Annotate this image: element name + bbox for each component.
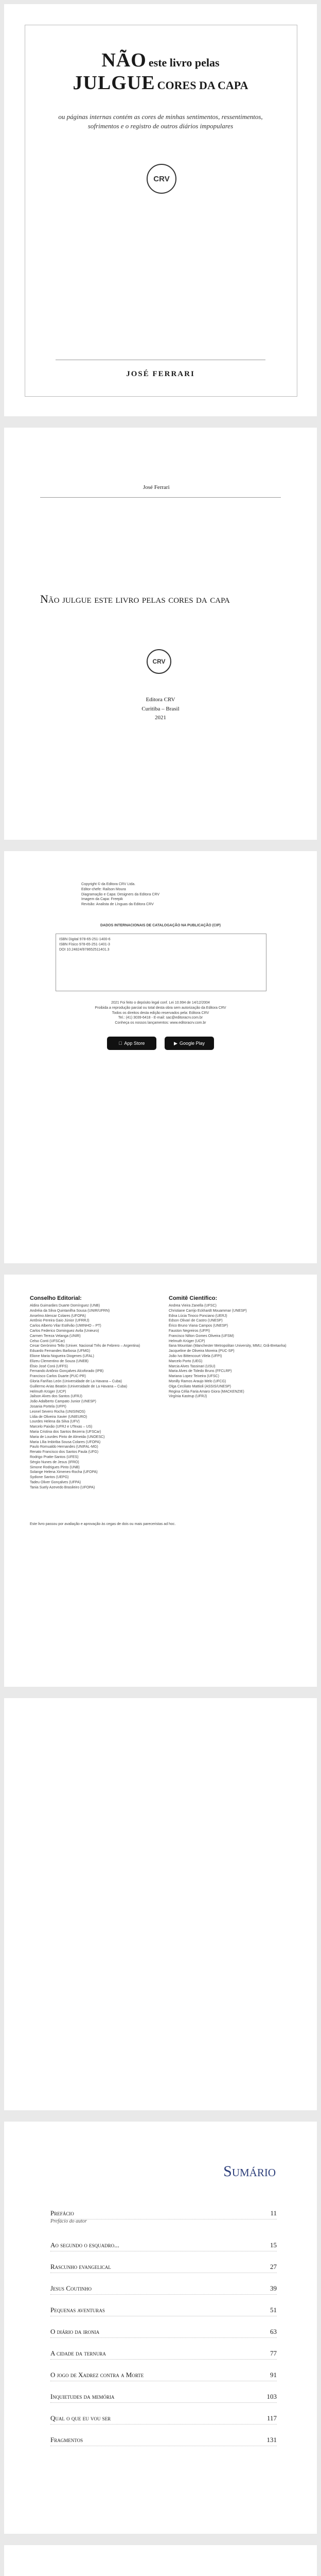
council-member: Marcelo Paixão (UFRJ e UTexas – US) xyxy=(30,1425,93,1429)
toc-entry-page: 77 xyxy=(270,2349,277,2357)
council-member: Paulo Romualdo Hernandes (UNIFAL-MG) xyxy=(30,1445,98,1449)
council-member: Jacqueline de Oliveira Moreira (PUC-SP) xyxy=(169,1349,235,1353)
legal-deposit: 2021 Foi feito o depósito legal conf. Lei 10.994 de 14/12/2004 xyxy=(111,1001,210,1005)
cover-subtitle: ou páginas internas contém as cores de minhas sentimentos, ressentimentos, sofrimentos e o registro de outros diários impopulares xyxy=(58,113,263,130)
toc-entry-label: A cidade da ternura xyxy=(50,2349,106,2357)
toc-entry[interactable] xyxy=(50,2209,277,2219)
toc-entry[interactable] xyxy=(50,2263,277,2273)
toc-entry[interactable] xyxy=(50,2436,277,2446)
google-play-label: Google Play xyxy=(179,1041,205,1046)
council-member: Carlos Federico Dominguez Avila (Unieuro) xyxy=(30,1329,99,1333)
editorial-council-list xyxy=(30,1303,156,1490)
toc-entry-label: Rascunho evangelical xyxy=(50,2263,111,2270)
toc-entry[interactable] xyxy=(50,2241,277,2251)
toc-entry-page: 15 xyxy=(270,2241,277,2249)
imprint-place: Curitiba – Brasil xyxy=(141,705,180,712)
blank-page xyxy=(4,1698,317,2110)
toc-entry-page: 51 xyxy=(270,2306,277,2314)
toc-entry[interactable] xyxy=(50,2306,277,2316)
council-member: Maria Lília Imbiriba Sousa Colares (UFOPA) xyxy=(30,1440,101,1444)
council-member: Anselmo Alencar Colares (UFOPA) xyxy=(30,1314,86,1318)
toc-entry-page: 103 xyxy=(266,2393,277,2400)
copyright-line: Editor-chefe: Railson Moura xyxy=(81,887,126,891)
toc-entry[interactable] xyxy=(50,2393,277,2403)
toc-entry-label: Fragmentos xyxy=(50,2436,83,2444)
council-member: Virgínia Kastrup (UFRJ) xyxy=(169,1395,207,1399)
council-member: Guillermo Arias Beatón (Universidade de La Havana – Cuba) xyxy=(30,1384,128,1388)
cover-title-julgue: JULGUE xyxy=(73,72,155,94)
play-icon: ▶ xyxy=(174,1040,177,1046)
copyright-page xyxy=(4,851,317,1263)
cover-page xyxy=(4,4,317,416)
council-member: Antônio Pereira Gaio Júnior (UFRRJ) xyxy=(30,1319,90,1323)
council-member: Francisco Nilton Gomes Oliveira (UFSM) xyxy=(169,1334,234,1338)
toc-entry-page: 63 xyxy=(270,2328,277,2335)
toc-entry[interactable] xyxy=(50,2328,277,2338)
scientific-committee-heading: Comitê Científico: xyxy=(169,1295,218,1301)
toc-entry-label: Jesus Coutinho xyxy=(50,2284,92,2292)
council-member: Solange Helena Ximenes-Rocha (UFOPA) xyxy=(30,1470,98,1475)
imprint-year: 2021 xyxy=(155,715,166,721)
copyright-block xyxy=(81,882,240,907)
apple-icon xyxy=(119,1041,122,1046)
toc-entry-label: Pequenas aventuras xyxy=(50,2306,105,2314)
cover-title-part: este livro pelas xyxy=(148,56,220,69)
council-member: Lídia de Oliveira Xavier (UNIEURO) xyxy=(30,1415,87,1419)
editorial-council-heading: Conselho Editorial: xyxy=(30,1295,82,1301)
council-member: Marcia Alves Tassinari (USU) xyxy=(169,1364,216,1368)
cip-box xyxy=(56,934,266,991)
legal-site: Conheça os nossos lançamentos: www.editoracrv.com.br xyxy=(115,1021,206,1025)
council-member: Sydione Santos (UEPG) xyxy=(30,1476,69,1480)
toc-entry-page: 27 xyxy=(270,2263,277,2270)
council-member: Rodrigo Pratte-Santos (UFES) xyxy=(30,1455,79,1459)
toc-entry[interactable] xyxy=(50,2414,277,2425)
council-member: Maria Alves de Toledo Bruns (FFCLRP) xyxy=(169,1369,232,1374)
council-member: Helmuth Krüger (UCP) xyxy=(30,1389,66,1394)
imprint-block xyxy=(4,696,317,723)
legal-phone: Tel.: (41) 3039-6418 - E-mail: sac@editoracrv.com.br xyxy=(118,1016,203,1020)
scientific-committee-list xyxy=(169,1303,295,1399)
toc-title: Sumário xyxy=(223,2163,276,2180)
toc-entry-page: 117 xyxy=(266,2414,277,2422)
cover-title-part2: CORES DA CAPA xyxy=(157,79,248,92)
toc-entry[interactable] xyxy=(50,2284,277,2295)
legal-address: Todos os direitos desta edição reservados pela: Editora CRV xyxy=(112,1011,209,1015)
council-member: Celso Conti (UFSCar) xyxy=(30,1339,65,1343)
doi: DOI 10.24824/978652511401.3 xyxy=(59,947,110,952)
copyright-line: Revisão: Analista de Línguas da Editora CRV xyxy=(81,903,154,907)
council-member: João Adalberto Campato Junior (UNESP) xyxy=(30,1400,96,1404)
council-member: Gloria Fariñas León (Universidade de La Havana – Cuba) xyxy=(30,1379,122,1383)
council-member: Carlos Alberto Vilar Estêvão (UMINHO – PT) xyxy=(30,1324,101,1328)
council-member: Josania Portela (UFPI) xyxy=(30,1404,66,1409)
council-member: Andréia da Silva Quintanilha Sousa (UNIR/UFRN) xyxy=(30,1309,110,1313)
half-title-author: José Ferrari xyxy=(143,484,170,490)
council-member: Andrea Vieira Zanella (UFSC) xyxy=(169,1304,217,1308)
council-member: Marcelo Porto (UEG) xyxy=(169,1359,203,1363)
publisher-logo-icon xyxy=(147,649,171,674)
council-member: Monilly Ramos Araujo Melo (UFCG) xyxy=(169,1379,226,1383)
logo-text: CRV xyxy=(152,658,166,665)
council-member: Tania Suely Azevedo Brasileiro (UFOPA) xyxy=(30,1485,95,1489)
council-member: Maria de Lourdes Pinto de Almeida (UNOESC) xyxy=(30,1435,105,1439)
half-title-rule xyxy=(40,497,281,498)
half-title-page xyxy=(4,428,317,840)
council-member: Eduardo Fernandes Barbosa (UFMG) xyxy=(30,1349,91,1353)
copyright-line: Diagramação e Capa: Designers da Editora CRV xyxy=(81,892,160,896)
toc-entry[interactable] xyxy=(50,2349,277,2360)
council-member: Renato Francisco dos Santos Paula (UFG) xyxy=(30,1450,99,1454)
toc-entry-page: 39 xyxy=(270,2284,277,2292)
toc-entry-label: Qual o que eu vou ser xyxy=(50,2414,111,2422)
council-member: Regina Célia Faria Amaro Giora (MACKENZIE) xyxy=(169,1389,244,1394)
council-member: Olga Ceciliato Mattioli (ASSIS/UNESP) xyxy=(169,1384,231,1388)
council-member: Sérgio Nunes de Jesus (IFRO) xyxy=(30,1460,79,1464)
toc-entry-page: 131 xyxy=(266,2436,277,2444)
isbn-digital: ISBN Digital 978-65-251-1400-6 xyxy=(59,938,111,941)
toc-entry[interactable] xyxy=(50,2371,277,2381)
council-member: Francisco Carlos Duarte (PUC-PR) xyxy=(30,1375,86,1379)
toc-entry-label: Ao segundo o esquadro... xyxy=(50,2241,119,2249)
toc-subnote: Prefácio do autor xyxy=(50,2218,87,2224)
toc-entry-label: O jogo de Xadrez contra a Morte xyxy=(50,2371,144,2379)
council-member: Maria Cristina dos Santos Bezerra (UFSCar) xyxy=(30,1430,101,1434)
legal-block xyxy=(45,1001,276,1026)
council-page xyxy=(4,1275,317,1687)
council-member: Edson Olivari de Castro (UNESP) xyxy=(169,1319,223,1323)
toc-entry-label: Prefácio xyxy=(50,2209,74,2217)
preface-page xyxy=(4,2545,317,2576)
council-member: Carmen Tereza Velanga (UNIR) xyxy=(30,1334,81,1338)
council-member: Leonel Severo Rocha (UNISINOS) xyxy=(30,1410,85,1414)
cover-title xyxy=(35,50,286,93)
council-member: João Ivo Bittencourt Vilela (UFPI) xyxy=(169,1354,222,1358)
cover-author: JOSÉ FERRARI xyxy=(126,370,195,378)
council-member: Élsio José Corá (UFFS) xyxy=(30,1364,68,1368)
cover-title-nao: NÃO xyxy=(101,49,147,71)
toc-entry-label: O diário da ironia xyxy=(50,2328,100,2335)
legal-rights: Proibida a reprodução parcial ou total desta obra sem autorização da Editora CRV xyxy=(95,1006,226,1010)
app-store-label: App Store xyxy=(122,1041,144,1046)
council-member: Edna Lúcia Tinoco Ponciano (UERJ) xyxy=(169,1314,227,1318)
peer-review-note: Este livro passou por avaliação e aprovação às cegas de dois ou mais pareceristas ad hoc. xyxy=(30,1522,176,1526)
council-member: Elione Maria Nogueira Diogenes (UFAL) xyxy=(30,1354,94,1358)
council-member: Mariana Lopez Teixeira (UFSC) xyxy=(169,1375,219,1379)
google-play-button[interactable] xyxy=(165,1037,214,1050)
council-member: Cesar Gerónimo Tello (Univer. Nacional Três de Febrero – Argentina) xyxy=(30,1344,140,1348)
council-member: Tadeu Oliver Gonçalves (UFPA) xyxy=(30,1480,81,1484)
council-member: Lourdes Helena da Silva (UFV) xyxy=(30,1420,80,1424)
council-member: Fernando Antônio Gonçalves Alcoforado (IPB) xyxy=(30,1369,104,1374)
isbn-fisico: ISBN Físico 978-65-251-1401-3 xyxy=(59,942,110,946)
copyright-intro: Copyright © da Editora CRV Ltda. xyxy=(81,883,136,886)
publisher-logo-icon xyxy=(147,164,176,194)
editorial-council xyxy=(30,1295,156,1490)
council-member: Fauston Negreiros (UFPI) xyxy=(169,1329,210,1333)
imprint-publisher: Editora CRV xyxy=(146,697,175,703)
council-member: Helmuth Krüger (UCP) xyxy=(169,1339,205,1343)
council-member: Simone Rodrigues Pinto (UNB) xyxy=(30,1465,80,1469)
council-member: Aldira Guimarães Duarte Domínguez (UNB) xyxy=(30,1304,100,1308)
council-member: Érico Bruno Viana Campos (UNESP) xyxy=(169,1324,228,1328)
half-title-title: Não julgue este livro pelas cores da capa xyxy=(40,592,230,605)
copyright-line: Imagem da Capa: Freepik xyxy=(81,897,123,902)
logo-text: CRV xyxy=(153,174,170,183)
council-member: Christiane Carrijo Eckhardt Mouammar (UNESP) xyxy=(169,1309,247,1313)
toc-entry-page: 91 xyxy=(270,2371,277,2379)
toc-page xyxy=(4,2122,317,2534)
council-member: Elizeu Clementino de Souza (UNEB) xyxy=(30,1359,88,1363)
cip-heading: DADOS INTERNACIONAIS DE CATALOGAÇÃO NA PUBLICAÇÃO (CIP) xyxy=(100,924,221,927)
toc-entry-page: 11 xyxy=(270,2209,277,2217)
council-member: Jailson Alves dos Santos (UFRJ) xyxy=(30,1395,82,1399)
app-store-button[interactable] xyxy=(107,1037,156,1050)
scientific-committee xyxy=(169,1295,295,1399)
toc-entry-label: Inquietudes da memória xyxy=(50,2393,115,2400)
council-member: Ilana Mountian (Manchester Metropolitan University, MMU, Grã-Bretanha) xyxy=(169,1344,287,1348)
